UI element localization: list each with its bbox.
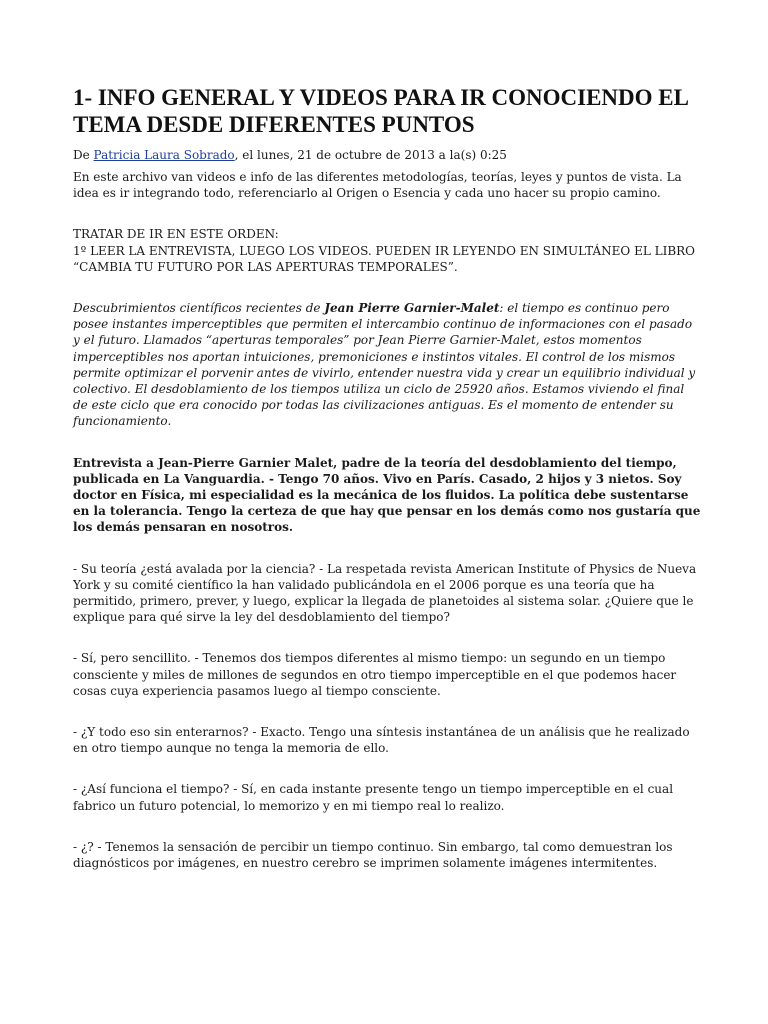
discoveries-paragraph	[73, 300, 701, 430]
document-page	[73, 84, 701, 871]
order-heading: TRATAR DE IR EN ESTE ORDEN:	[73, 227, 279, 242]
byline	[73, 147, 701, 163]
order-item: 1º LEER LA ENTREVISTA, LUEGO LOS VIDEOS. PUEDEN IR LEYENDO EN SIMULTÁNEO EL LIBRO “CAMBIA TU FUTURO POR LAS APERTURAS TEMPORALES”.	[73, 243, 696, 274]
spacer	[73, 625, 701, 650]
byline-date: , el lunes, 21 de octubre de 2013 a la(s) 0:25	[234, 148, 507, 162]
qa-paragraph: - ¿? - Tenemos la sensación de percibir un tiempo continuo. Sin embargo, tal como demuestran los diagnósticos por imágenes, en nuestro cerebro se imprimen solamente imágenes intermitentes.	[73, 839, 673, 871]
document-title: 1- INFO GENERAL Y VIDEOS PARA IR CONOCIENDO EL TEMA DESDE DIFERENTES PUNTOS	[73, 85, 688, 137]
discoveries-prefix: Descubrimientos científicos recientes de	[73, 301, 325, 316]
spacer	[73, 699, 701, 724]
scientist-name: Jean Pierre Garnier-Malet	[324, 301, 500, 316]
qa-paragraph: - Sí, pero sencillito. - Tenemos dos tiempos diferentes al mismo tiempo: un segundo en un tiempo consciente y miles de millones de segundos en otro tiempo imperceptible en el que podemos hacer cosas cuya experiencia pasamos luego al tiempo consciente.	[73, 651, 677, 698]
spacer	[73, 201, 701, 226]
spacer	[73, 275, 701, 300]
author-link[interactable]: Patricia Laura Sobrado	[93, 148, 235, 162]
interview-intro: Entrevista a Jean-Pierre Garnier Malet, padre de la teoría del desdoblamiento del tiempo, publicada en La Vanguardia. - Tengo 70 años. Vivo en París. Casado, 2 hijos y 3 nietos. Soy doctor en Física, mi especialidad es la mecánica de los fluidos. La política debe sustentarse en la tolerancia. Tengo la certeza de que hay que pensar en los demás como nos gustaría que los demás pensaran en nosotros.	[73, 455, 701, 535]
spacer	[73, 814, 701, 839]
spacer	[73, 430, 701, 455]
qa-paragraph: - Su teoría ¿está avalada por la ciencia? - La respetada revista American Institute of Physics de Nueva York y su comité científico la han validado publicándola en el 2006 porque es una teoría que ha permitido, primero, prever, y luego, explicar la llegada de planetoides al sistema solar. ¿Quiere que le explique para qué sirve la ley del desdoblamiento del tiempo?	[73, 561, 697, 625]
qa-paragraph: - ¿Y todo eso sin enterarnos? - Exacto. Tengo una síntesis instantánea de un análisis que he realizado en otro tiempo aunque no tenga la memoria de ello.	[73, 725, 690, 756]
byline-prefix: De	[73, 148, 94, 162]
qa-paragraph: - ¿Así funciona el tiempo? - Sí, en cada instante presente tengo un tiempo imperceptible en el cual fabrico un futuro potencial, lo memorizo y en mi tiempo real lo realizo.	[73, 782, 674, 813]
spacer	[73, 756, 701, 781]
spacer	[73, 536, 701, 561]
discoveries-text: : el tiempo es continuo pero posee instantes imperceptibles que permiten el intercambio continuo de informaciones con el pasado y el futuro. Llamados “aperturas temporales” por Jean Pierre Garnier-Malet, estos momentos imperceptibles nos aportan intuiciones, premoniciones e instintos vitales. El control de los mismos permite optimizar el porvenir antes de vivirlo, entender nuestra vida y crear un equilibrio individual y colectivo. El desdoblamiento de los tiempos utiliza un ciclo de 25920 años. Estamos viviendo el final de este ciclo que era conocido por todas las civilizaciones antiguas. Es el momento de entender su funcionamiento.	[73, 301, 696, 429]
intro-paragraph: En este archivo van videos e info de las diferentes metodologías, teorías, leyes y puntos de vista. La idea es ir integrando todo, referenciarlo al Origen o Esencia y cada uno hacer su propio camino.	[73, 170, 682, 201]
